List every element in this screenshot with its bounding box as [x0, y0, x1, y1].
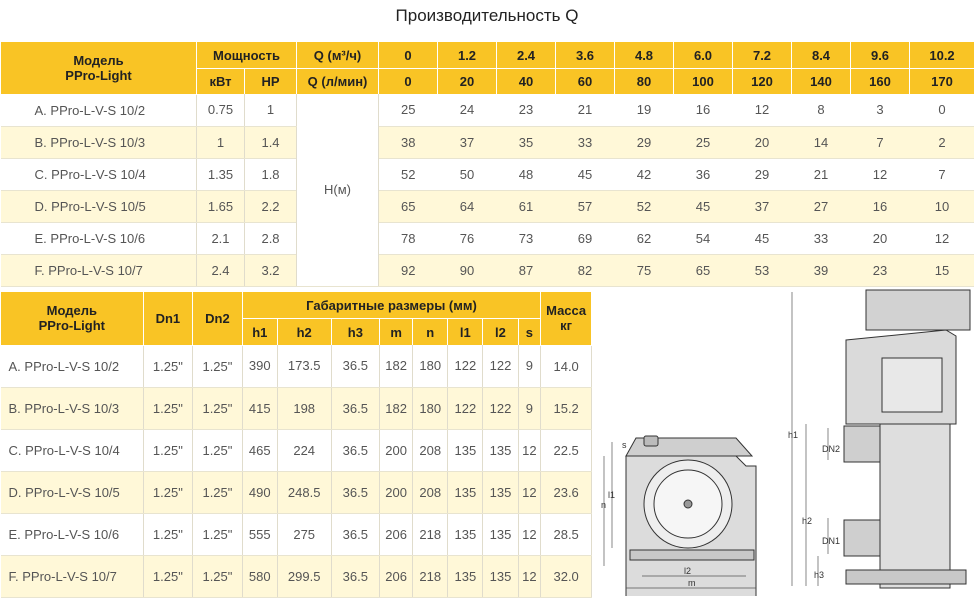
- head-value-cell: 65: [379, 190, 438, 222]
- dims-model-header: [1, 292, 144, 345]
- dimension-value-cell: 135: [483, 555, 518, 597]
- kw-cell: 1.35: [197, 158, 245, 190]
- head-value-cell: 7: [851, 126, 910, 158]
- dimensions-header-row: [1, 292, 592, 319]
- q-m3-value: 10.2: [910, 42, 974, 69]
- dn2-header: Dn2: [193, 292, 243, 345]
- dimension-value-cell: 135: [448, 555, 483, 597]
- performance-row: [1, 254, 974, 286]
- q-m3-value: 7.2: [733, 42, 792, 69]
- head-value-cell: 20: [851, 222, 910, 254]
- side-view-upper-flange: [844, 426, 880, 462]
- dim-col-header: n: [413, 319, 448, 346]
- dims-model-header-line1: Модель: [46, 303, 97, 319]
- head-value-cell: 82: [556, 254, 615, 286]
- dimensions-row: [1, 345, 592, 387]
- head-value-cell: 20: [733, 126, 792, 158]
- head-value-cell: 25: [379, 94, 438, 126]
- model-cell: F. PPro-L-V-S 10/7: [1, 254, 197, 286]
- q-l-value: 60: [556, 69, 615, 95]
- dimensions-group-header: Габаритные размеры (мм): [242, 292, 541, 319]
- model-cell: B. PPro-L-V-S 10/3: [1, 387, 144, 429]
- dimensions-row: [1, 513, 592, 555]
- head-value-cell: 38: [379, 126, 438, 158]
- dn1-cell: 1.25": [143, 513, 193, 555]
- kw-cell: 2.4: [197, 254, 245, 286]
- dimension-value-cell: 208: [413, 429, 448, 471]
- head-value-cell: 12: [733, 94, 792, 126]
- q-l-header: Q (л/мин): [297, 69, 379, 95]
- q-l-value: 160: [851, 69, 910, 95]
- head-value-cell: 0: [910, 94, 974, 126]
- kw-cell: 1.65: [197, 190, 245, 222]
- dimension-value-cell: 218: [413, 513, 448, 555]
- model-header-line1: Модель: [73, 52, 124, 68]
- dimension-value-cell: 206: [380, 513, 413, 555]
- dim-col-header: s: [518, 319, 541, 346]
- head-value-cell: 33: [792, 222, 851, 254]
- head-value-cell: 21: [792, 158, 851, 190]
- dn1-header: Dn1: [143, 292, 193, 345]
- dimension-value-cell: 555: [242, 513, 277, 555]
- head-value-cell: 69: [556, 222, 615, 254]
- dimension-value-cell: 415: [242, 387, 277, 429]
- dimension-value-cell: 9: [518, 345, 541, 387]
- kw-header: кВт: [197, 69, 245, 95]
- q-l-value: 140: [792, 69, 851, 95]
- page-title: Производительность Q: [395, 6, 579, 25]
- head-value-cell: 2: [910, 126, 974, 158]
- head-value-cell: 75: [615, 254, 674, 286]
- dimension-value-cell: 390: [242, 345, 277, 387]
- dn2-cell: 1.25": [193, 429, 243, 471]
- head-value-cell: 53: [733, 254, 792, 286]
- dn2-cell: 1.25": [193, 513, 243, 555]
- head-value-cell: 61: [497, 190, 556, 222]
- head-value-cell: 19: [615, 94, 674, 126]
- performance-row: [1, 94, 974, 126]
- dimensions-row: [1, 387, 592, 429]
- head-value-cell: 8: [792, 94, 851, 126]
- q-m3-value: 9.6: [851, 42, 910, 69]
- dimension-value-cell: 200: [380, 429, 413, 471]
- q-m3-value: 4.8: [615, 42, 674, 69]
- model-cell: F. PPro-L-V-S 10/7: [1, 555, 144, 597]
- head-value-cell: 15: [910, 254, 974, 286]
- model-header: [1, 42, 197, 94]
- head-value-cell: 92: [379, 254, 438, 286]
- head-value-cell: 65: [674, 254, 733, 286]
- mass-header-line2: кг: [560, 318, 573, 334]
- side-view-motor-top: [866, 290, 970, 330]
- q-m3-header: Q (м³/ч): [297, 42, 379, 69]
- dim-col-header: l2: [483, 319, 518, 346]
- dim-col-header: h1: [242, 319, 277, 346]
- hp-cell: 3.2: [245, 254, 297, 286]
- head-value-cell: 23: [851, 254, 910, 286]
- q-l-value: 80: [615, 69, 674, 95]
- front-view-base: [630, 550, 754, 560]
- dimension-value-cell: 182: [380, 345, 413, 387]
- dn2-cell: 1.25": [193, 555, 243, 597]
- head-value-cell: 42: [615, 158, 674, 190]
- head-value-cell: 10: [910, 190, 974, 222]
- h-label-cell: H(м): [297, 94, 379, 286]
- side-view-terminal-box: [882, 358, 942, 412]
- q-l-value: 170: [910, 69, 974, 95]
- q-l-value: 0: [379, 69, 438, 95]
- dimension-value-cell: 12: [518, 471, 541, 513]
- q-l-value: 40: [497, 69, 556, 95]
- head-value-cell: 7: [910, 158, 974, 190]
- head-value-cell: 24: [438, 94, 497, 126]
- q-l-value: 100: [674, 69, 733, 95]
- model-header-line2: PPro-Light: [65, 67, 132, 83]
- performance-row: [1, 190, 974, 222]
- head-value-cell: 87: [497, 254, 556, 286]
- performance-row: [1, 126, 974, 158]
- hp-cell: 1.4: [245, 126, 297, 158]
- dimension-value-cell: 275: [277, 513, 331, 555]
- q-m3-value: 8.4: [792, 42, 851, 69]
- head-value-cell: 90: [438, 254, 497, 286]
- dimension-value-cell: 299.5: [277, 555, 331, 597]
- dimension-value-cell: 218: [413, 555, 448, 597]
- head-value-cell: 16: [674, 94, 733, 126]
- q-m3-value: 3.6: [556, 42, 615, 69]
- head-value-cell: 36: [674, 158, 733, 190]
- head-value-cell: 78: [379, 222, 438, 254]
- head-value-cell: 76: [438, 222, 497, 254]
- dimensions-row: [1, 471, 592, 513]
- q-m3-value: 2.4: [497, 42, 556, 69]
- pump-technical-drawing: [596, 288, 974, 596]
- head-value-cell: 45: [733, 222, 792, 254]
- dn2-cell: 1.25": [193, 471, 243, 513]
- dim-col-header: h3: [331, 319, 380, 346]
- mass-cell: 28.5: [541, 513, 592, 555]
- q-m3-value: 6.0: [674, 42, 733, 69]
- mass-cell: 32.0: [541, 555, 592, 597]
- dimension-value-cell: 182: [380, 387, 413, 429]
- dimensions-row: [1, 429, 592, 471]
- label-h3: h3: [814, 570, 825, 580]
- dimension-value-cell: 208: [413, 471, 448, 513]
- dimension-value-cell: 36.5: [331, 513, 380, 555]
- head-value-cell: 25: [674, 126, 733, 158]
- label-h1: h1: [788, 430, 799, 440]
- mass-cell: 15.2: [541, 387, 592, 429]
- q-l-value: 20: [438, 69, 497, 95]
- dn1-cell: 1.25": [143, 387, 193, 429]
- hp-header: HP: [245, 69, 297, 95]
- model-cell: B. PPro-L-V-S 10/3: [1, 126, 197, 158]
- dimension-value-cell: 12: [518, 513, 541, 555]
- dimension-value-cell: 206: [380, 555, 413, 597]
- dn1-cell: 1.25": [143, 471, 193, 513]
- dimension-value-cell: 490: [242, 471, 277, 513]
- dimension-value-cell: 135: [483, 429, 518, 471]
- dimension-value-cell: 122: [483, 387, 518, 429]
- dimension-value-cell: 180: [413, 387, 448, 429]
- dimensions-row: [1, 555, 592, 597]
- head-value-cell: 16: [851, 190, 910, 222]
- dim-col-header: m: [380, 319, 413, 346]
- dim-col-header: l1: [448, 319, 483, 346]
- dimension-value-cell: 465: [242, 429, 277, 471]
- head-value-cell: 29: [615, 126, 674, 158]
- performance-header-row: [1, 42, 974, 69]
- head-value-cell: 52: [615, 190, 674, 222]
- dimension-value-cell: 36.5: [331, 345, 380, 387]
- hp-cell: 2.8: [245, 222, 297, 254]
- head-value-cell: 21: [556, 94, 615, 126]
- dimension-value-cell: 36.5: [331, 555, 380, 597]
- dimension-value-cell: 36.5: [331, 471, 380, 513]
- side-view-pump-body: [880, 424, 950, 588]
- dimension-value-cell: 200: [380, 471, 413, 513]
- mass-cell: 14.0: [541, 345, 592, 387]
- head-value-cell: 62: [615, 222, 674, 254]
- hp-cell: 2.2: [245, 190, 297, 222]
- dimension-value-cell: 135: [448, 429, 483, 471]
- mass-header: [541, 292, 592, 345]
- dims-model-header-line2: PPro-Light: [38, 318, 105, 334]
- dimension-value-cell: 224: [277, 429, 331, 471]
- model-cell: D. PPro-L-V-S 10/5: [1, 190, 197, 222]
- side-view-lower-flange: [844, 520, 880, 556]
- performance-table: [0, 42, 974, 287]
- label-l1: l1: [608, 490, 616, 500]
- q-m3-value: 1.2: [438, 42, 497, 69]
- dimension-value-cell: 180: [413, 345, 448, 387]
- side-view-base: [846, 570, 966, 584]
- dim-col-header: h2: [277, 319, 331, 346]
- head-value-cell: 73: [497, 222, 556, 254]
- head-value-cell: 12: [910, 222, 974, 254]
- performance-row: [1, 158, 974, 190]
- head-value-cell: 12: [851, 158, 910, 190]
- label-n: n: [601, 500, 607, 510]
- dn1-cell: 1.25": [143, 555, 193, 597]
- head-value-cell: 14: [792, 126, 851, 158]
- label-dn1: DN1: [822, 536, 841, 546]
- label-s: s: [622, 440, 627, 450]
- dimension-value-cell: 580: [242, 555, 277, 597]
- dimension-value-cell: 12: [518, 555, 541, 597]
- kw-cell: 1: [197, 126, 245, 158]
- front-view-bolt: [644, 436, 658, 446]
- head-value-cell: 33: [556, 126, 615, 158]
- head-value-cell: 37: [733, 190, 792, 222]
- head-value-cell: 50: [438, 158, 497, 190]
- head-value-cell: 35: [497, 126, 556, 158]
- power-header: Мощность: [197, 42, 297, 69]
- head-value-cell: 27: [792, 190, 851, 222]
- dimension-value-cell: 135: [448, 513, 483, 555]
- dimension-value-cell: 135: [483, 513, 518, 555]
- head-value-cell: 52: [379, 158, 438, 190]
- head-value-cell: 3: [851, 94, 910, 126]
- head-value-cell: 45: [674, 190, 733, 222]
- hp-cell: 1.8: [245, 158, 297, 190]
- head-value-cell: 37: [438, 126, 497, 158]
- model-cell: E. PPro-L-V-S 10/6: [1, 513, 144, 555]
- label-l2: l2: [684, 566, 692, 576]
- head-value-cell: 29: [733, 158, 792, 190]
- head-value-cell: 48: [497, 158, 556, 190]
- model-cell: C. PPro-L-V-S 10/4: [1, 158, 197, 190]
- dimension-value-cell: 12: [518, 429, 541, 471]
- dimension-value-cell: 248.5: [277, 471, 331, 513]
- model-cell: A. PPro-L-V-S 10/2: [1, 94, 197, 126]
- model-cell: A. PPro-L-V-S 10/2: [1, 345, 144, 387]
- kw-cell: 2.1: [197, 222, 245, 254]
- dimension-value-cell: 198: [277, 387, 331, 429]
- dimension-value-cell: 122: [448, 387, 483, 429]
- dimension-value-cell: 122: [448, 345, 483, 387]
- dimension-value-cell: 122: [483, 345, 518, 387]
- hp-cell: 1: [245, 94, 297, 126]
- model-cell: E. PPro-L-V-S 10/6: [1, 222, 197, 254]
- label-h2: h2: [802, 516, 813, 526]
- mass-cell: 23.6: [541, 471, 592, 513]
- performance-row: [1, 222, 974, 254]
- label-dn2: DN2: [822, 444, 841, 454]
- label-m: m: [688, 578, 696, 588]
- head-value-cell: 45: [556, 158, 615, 190]
- head-value-cell: 54: [674, 222, 733, 254]
- model-cell: C. PPro-L-V-S 10/4: [1, 429, 144, 471]
- dn1-cell: 1.25": [143, 429, 193, 471]
- q-l-value: 120: [733, 69, 792, 95]
- model-cell: D. PPro-L-V-S 10/5: [1, 471, 144, 513]
- head-value-cell: 39: [792, 254, 851, 286]
- dn2-cell: 1.25": [193, 387, 243, 429]
- head-value-cell: 64: [438, 190, 497, 222]
- dimensions-table: [0, 292, 592, 598]
- dn2-cell: 1.25": [193, 345, 243, 387]
- kw-cell: 0.75: [197, 94, 245, 126]
- dn1-cell: 1.25": [143, 345, 193, 387]
- dimension-value-cell: 135: [483, 471, 518, 513]
- mass-header-line1: Масса: [546, 303, 587, 319]
- dimension-value-cell: 135: [448, 471, 483, 513]
- mass-cell: 22.5: [541, 429, 592, 471]
- dimension-value-cell: 36.5: [331, 429, 380, 471]
- head-value-cell: 23: [497, 94, 556, 126]
- dimension-value-cell: 36.5: [331, 387, 380, 429]
- q-m3-value: 0: [379, 42, 438, 69]
- dimension-value-cell: 9: [518, 387, 541, 429]
- dimension-value-cell: 173.5: [277, 345, 331, 387]
- head-value-cell: 57: [556, 190, 615, 222]
